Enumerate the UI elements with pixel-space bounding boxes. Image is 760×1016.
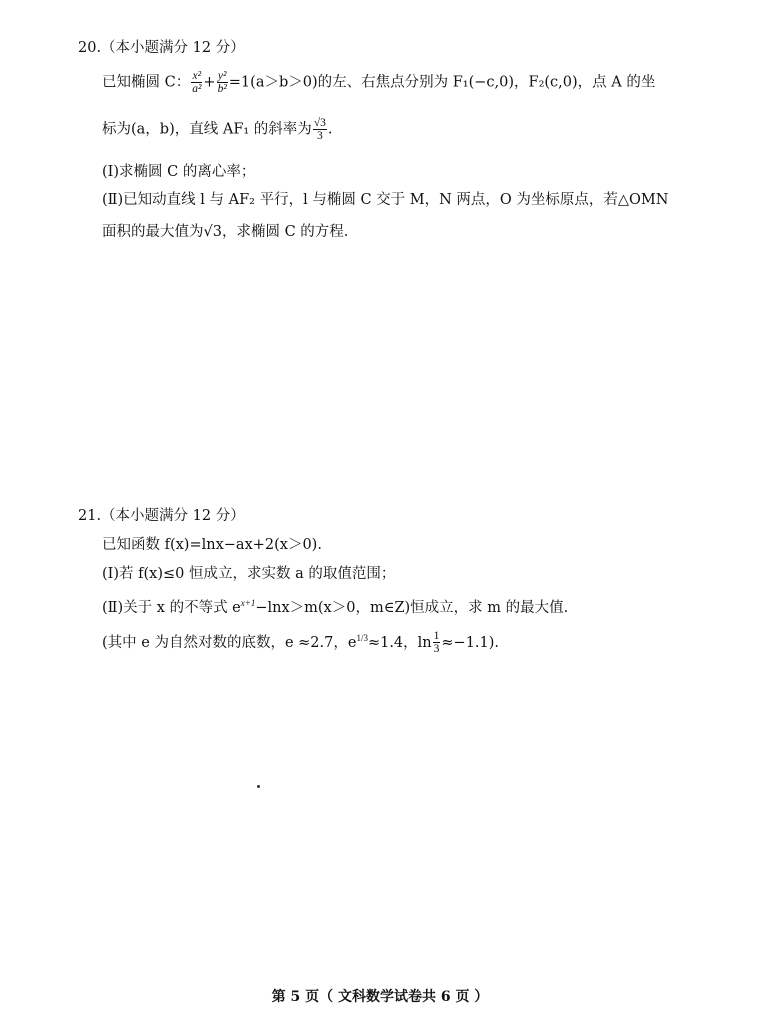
q20-slope-den: 3 (316, 130, 323, 142)
q21-part2 (102, 593, 568, 618)
q21-part1: (Ⅰ)若 f(x)≤0 恒成立，求实数 a 的取值范围； (102, 566, 396, 582)
q20-line2 (102, 117, 332, 142)
q21-note-post: ≈−1.1). (441, 634, 500, 651)
q20-frac-y-num: y² (217, 70, 227, 82)
q20-part1: (Ⅰ)求椭圆 C 的离心率； (102, 164, 256, 180)
q20-frac-y (217, 70, 228, 95)
q21-note-exponent: 1/3 (356, 633, 368, 643)
q20-line1-mid: =1(a＞b＞0)的左、右焦点分别为 F₁(−c,0)，F₂(c,0)，点 A 的坐 (228, 74, 656, 91)
q20-frac-y-den: b² (217, 83, 227, 95)
page-footer: 第 5 页（ 文科数学试卷共 6 页 ） (271, 989, 489, 1005)
q20-part2-line1: (Ⅱ)已知动直线 l 与 AF₂ 平行，l 与椭圆 C 交于 M，N 两点，O 为坐标原点，若△OMN (102, 192, 669, 208)
q21-part2-post: −lnx＞m(x＞0，m∈Z)恒成立，求 m 的最大值. (255, 599, 569, 616)
q20-header: 20.（本小题满分 12 分） (78, 40, 245, 56)
q20-line2-pre: 标为(a，b)，直线 AF₁ 的斜率为 (102, 121, 312, 138)
stray-dot (257, 785, 260, 788)
q21-note-frac-den: 3 (433, 643, 440, 656)
q21-note (102, 628, 499, 655)
q20-line2-post: . (327, 121, 333, 138)
q21-part2-exponent: x+1 (240, 598, 256, 608)
q20-frac-x-num: x² (192, 70, 202, 82)
q21-note-pre: (其中 e 为自然对数的底数，e ≈2.7，e (102, 634, 357, 651)
q20-line1-pre: 已知椭圆 C： (102, 74, 191, 91)
q20-part2-line2: 面积的最大值为√3，求椭圆 C 的方程. (102, 224, 349, 240)
q20-slope-frac (313, 117, 327, 142)
q20-frac-x-den: a² (192, 83, 202, 95)
q21-part2-pre: (Ⅱ)关于 x 的不等式 e (102, 599, 241, 616)
q21-header: 21.（本小题满分 12 分） (78, 508, 245, 524)
q20-frac-x (191, 70, 202, 95)
q21-note-frac (433, 630, 441, 655)
q20-slope-num: √3 (313, 117, 326, 129)
q21-note-frac-num: 1 (433, 630, 440, 643)
q20-plus: + (203, 74, 216, 91)
q21-line1: 已知函数 f(x)=lnx−ax+2(x＞0). (102, 537, 322, 553)
q21-note-mid: ≈1.4，ln (367, 634, 432, 651)
q20-line1 (102, 70, 655, 95)
